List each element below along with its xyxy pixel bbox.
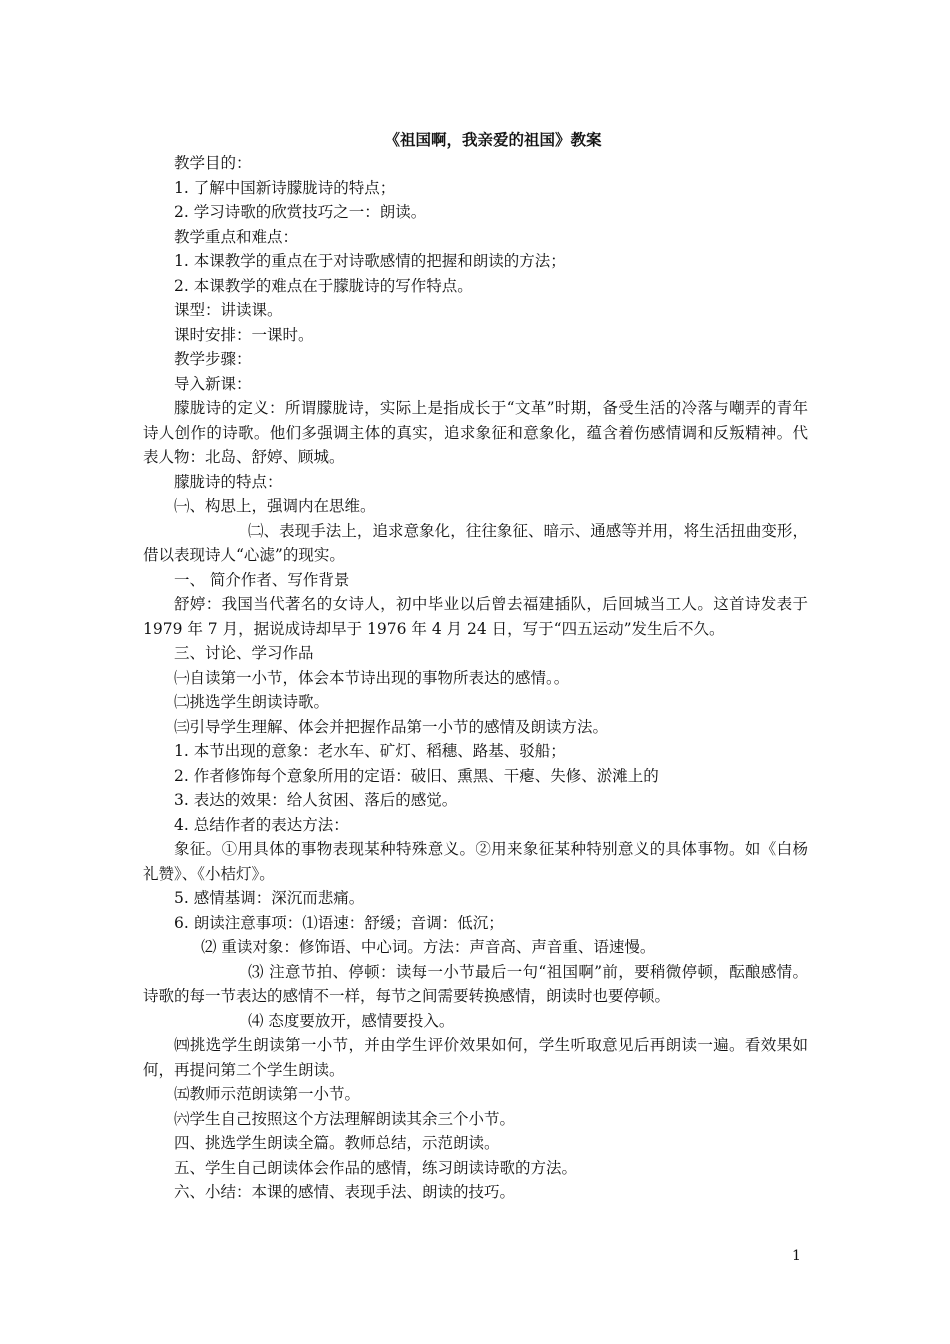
- paragraph-expression-method: 4. 总结作者的表达方法：: [174, 815, 349, 834]
- paragraph-tone: 5. 感情基调：深沉而悲痛。: [174, 889, 365, 907]
- paragraph-objective-1: 1. 了解中国新诗朦胧诗的特点；: [174, 178, 396, 197]
- paragraph-step-5: ㈤教师示范朗读第一小节。: [174, 1085, 361, 1103]
- paragraph-reading-note-2: ⑵ 重读对象：修饰语、中心词。方法：声音高、声音重、语速慢。: [201, 938, 656, 956]
- paragraph-focus-1: 1. 本课教学的重点在于对诗歌感情的把握和朗读的方法；: [174, 252, 566, 270]
- paragraph-imagery: 1. 本节出现的意象：老水车、矿灯、稻穗、路基、驳船；: [174, 742, 566, 760]
- paragraph-focus-heading: 教学重点和难点：: [174, 227, 299, 246]
- paragraph-reading-note-3: ⑶ 注意节拍、停顿：读每一小节最后一句“祖国啊”前，要稍微停顿，酝酿感情。诗歌的每一节表达的感情不一样，每节之间需要转换感情，朗读时也要停顿。: [143, 962, 808, 1005]
- paragraph-lesson-type: 课型：讲读课。: [174, 301, 283, 319]
- paragraph-step-6: ㈥学生自己按照这个方法理解朗读其余三个小节。: [174, 1109, 516, 1128]
- paragraph-features-heading: 朦胧诗的特点：: [174, 472, 283, 491]
- paragraph-step-1: ㈠自读第一小节，体会本节诗出现的事物所表达的感情。。: [174, 668, 570, 687]
- paragraph-discussion-heading: 三、讨论、学习作品: [174, 644, 314, 662]
- paragraph-symbolism: 象征。①用具体的事物表现某种特殊意义。②用来象征某种特别意义的具体事物。如《白杨礼赞》、《小桔灯》。: [143, 840, 808, 883]
- paragraph-focus-2: 2. 本课教学的难点在于朦胧诗的写作特点。: [174, 276, 473, 295]
- paragraph-lesson-time: 课时安排：一课时。: [174, 325, 314, 344]
- paragraph-section-5: 五、学生自己朗读体会作品的感情，练习朗读诗歌的方法。: [174, 1158, 578, 1177]
- paragraph-step-3: ㈢引导学生理解、体会并把握作品第一小节的感情及朗读方法。: [174, 717, 609, 736]
- paragraph-effect: 3. 表达的效果：给人贫困、落后的感觉。: [174, 791, 458, 809]
- paragraph-feature-1: ㈠、构思上，强调内在思维。: [174, 497, 376, 515]
- paragraph-misty-poetry-definition: 朦胧诗的定义：所谓朦胧诗，实际上是指成长于“文革”时期，备受生活的冷落与嘲弄的青年诗人创作的诗歌。他们多强调主体的真实，追求象征和意象化，蕴含着伤感情调和反叛精神。代表人物：北岛、舒婷、顾城。: [143, 399, 808, 466]
- page-number: 1: [792, 1248, 801, 1264]
- paragraph-modifiers: 2. 作者修饰每个意象所用的定语：破旧、熏黑、干瘪、失修、淤滩上的: [174, 766, 659, 785]
- paragraph-section-4: 四、挑选学生朗读全篇。教师总结，示范朗读。: [174, 1134, 500, 1152]
- paragraph-intro-heading: 导入新课：: [174, 374, 252, 393]
- paragraph-objective-2: 2. 学习诗歌的欣赏技巧之一：朗读。: [174, 203, 427, 221]
- paragraph-reading-notes: 6. 朗读注意事项：⑴语速：舒缓；音调：低沉；: [174, 913, 504, 932]
- paragraph-step-4: ㈣挑选学生朗读第一小节，并由学生评价效果如何，学生听取意见后再朗读一遍。看效果如何，再提问第二个学生朗读。: [143, 1036, 808, 1079]
- paragraph-steps-heading: 教学步骤：: [174, 350, 252, 368]
- paragraph-feature-2: ㈡、表现手法上，追求意象化，往往象征、暗示、通感等并用，将生活扭曲变形，借以表现诗人“心滤”的现实。: [143, 521, 808, 564]
- paragraph-objectives-heading: 教学目的：: [174, 154, 252, 172]
- paragraph-reading-note-4: ⑷ 态度要放开，感情要投入。: [248, 1011, 455, 1030]
- document-title: 《祖国啊，我亲爱的祖国》教案: [384, 130, 602, 149]
- paragraph-step-2: ㈡挑选学生朗读诗歌。: [174, 693, 330, 711]
- paragraph-summary: 六、小结：本课的感情、表现手法、朗读的技巧。: [174, 1183, 516, 1201]
- paragraph-author-bio: 舒婷：我国当代著名的女诗人，初中毕业以后曾去福建插队，后回城当工人。这首诗发表于 1979 年 7 月，据说成诗却早于 1976 年 4 月 24 日，写于“四五运动”发生后不久。: [143, 595, 808, 638]
- document-body: [143, 151, 808, 1205]
- paragraph-author-heading: 一、 简介作者、写作背景: [174, 570, 350, 589]
